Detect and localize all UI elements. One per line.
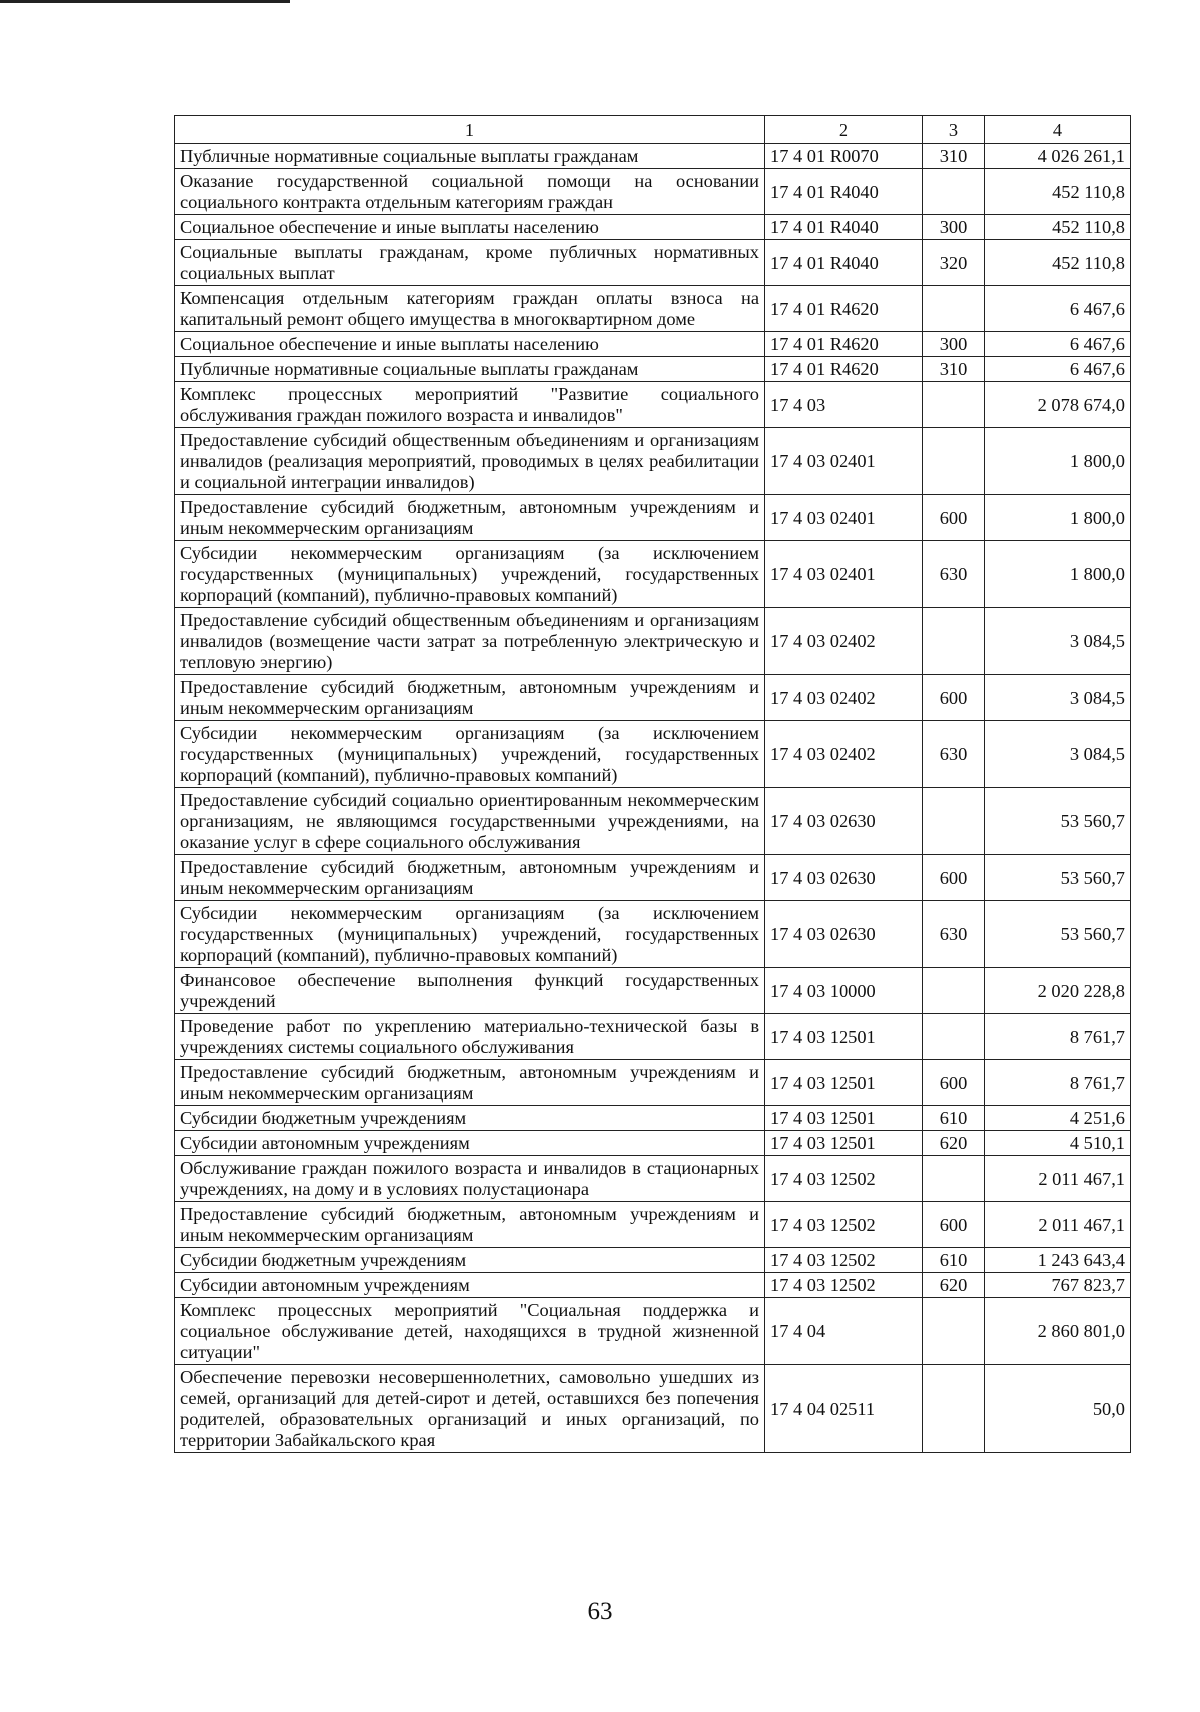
row-name-cell: Обслуживание граждан пожилого возраста и инвалидов в стационарных учреждениях, на дому и в условиях полустационара <box>175 1156 765 1202</box>
header-col-1: 1 <box>175 116 765 144</box>
row-name-cell: Финансовое обеспечение выполнения функций государственных учреждений <box>175 968 765 1014</box>
table-row <box>175 1131 1131 1156</box>
table-row <box>175 1248 1131 1273</box>
table-row <box>175 721 1131 788</box>
row-sum-cell: 50,0 <box>985 1365 1131 1453</box>
row-type-cell: 300 <box>923 215 985 240</box>
table-row <box>175 1298 1131 1365</box>
row-sum-cell: 452 110,8 <box>985 240 1131 286</box>
row-name-cell: Субсидии автономным учреждениям <box>175 1131 765 1156</box>
row-code-cell: 17 4 03 02402 <box>765 675 923 721</box>
row-code-cell: 17 4 03 02630 <box>765 788 923 855</box>
row-name-cell: Предоставление субсидий бюджетным, автономным учреждениям и иным некоммерческим организациям <box>175 855 765 901</box>
table-row <box>175 169 1131 215</box>
row-name-cell: Субсидии некоммерческим организациям (за исключением государственных (муниципальных) учреждений, государственных корпораций (компаний), публично-правовых компаний) <box>175 541 765 608</box>
row-type-cell: 600 <box>923 495 985 541</box>
page-number: 63 <box>587 1598 613 1625</box>
row-sum-cell: 53 560,7 <box>985 855 1131 901</box>
row-sum-cell: 1 800,0 <box>985 541 1131 608</box>
row-sum-cell: 2 860 801,0 <box>985 1298 1131 1365</box>
row-sum-cell: 2 020 228,8 <box>985 968 1131 1014</box>
table-row <box>175 215 1131 240</box>
row-name-cell: Предоставление субсидий бюджетным, автономным учреждениям и иным некоммерческим организациям <box>175 1060 765 1106</box>
row-code-cell: 17 4 03 02402 <box>765 608 923 675</box>
row-sum-cell: 6 467,6 <box>985 332 1131 357</box>
row-name-cell: Субсидии некоммерческим организациям (за исключением государственных (муниципальных) учреждений, государственных корпораций (компаний), публично-правовых компаний) <box>175 901 765 968</box>
row-sum-cell: 4 510,1 <box>985 1131 1131 1156</box>
table-row <box>175 541 1131 608</box>
row-name-cell: Предоставление субсидий бюджетным, автономным учреждениям и иным некоммерческим организациям <box>175 1202 765 1248</box>
row-sum-cell: 1 243 643,4 <box>985 1248 1131 1273</box>
row-code-cell: 17 4 03 12502 <box>765 1248 923 1273</box>
row-name-cell: Предоставление субсидий общественным объединениям и организациям инвалидов (возмещение части затрат за потребленную электрическую и тепловую энергию) <box>175 608 765 675</box>
row-type-cell: 600 <box>923 675 985 721</box>
row-name-cell: Субсидии автономным учреждениям <box>175 1273 765 1298</box>
table-row <box>175 675 1131 721</box>
header-col-4: 4 <box>985 116 1131 144</box>
table-body <box>175 144 1131 1453</box>
row-code-cell: 17 4 03 02402 <box>765 721 923 788</box>
row-type-cell: 600 <box>923 1202 985 1248</box>
row-sum-cell: 767 823,7 <box>985 1273 1131 1298</box>
row-code-cell: 17 4 04 <box>765 1298 923 1365</box>
row-type-cell <box>923 1014 985 1060</box>
row-type-cell <box>923 608 985 675</box>
table-row <box>175 788 1131 855</box>
scan-top-rule <box>0 0 290 3</box>
row-type-cell: 600 <box>923 1060 985 1106</box>
row-code-cell: 17 4 03 12501 <box>765 1014 923 1060</box>
table-row <box>175 855 1131 901</box>
row-type-cell <box>923 428 985 495</box>
table-row <box>175 1365 1131 1453</box>
table-row <box>175 1156 1131 1202</box>
row-code-cell: 17 4 03 <box>765 382 923 428</box>
row-code-cell: 17 4 03 02630 <box>765 901 923 968</box>
row-name-cell: Социальное обеспечение и иные выплаты населению <box>175 332 765 357</box>
row-sum-cell: 1 800,0 <box>985 428 1131 495</box>
table-row <box>175 1060 1131 1106</box>
row-sum-cell: 452 110,8 <box>985 215 1131 240</box>
row-type-cell <box>923 1298 985 1365</box>
row-sum-cell: 6 467,6 <box>985 357 1131 382</box>
row-type-cell: 610 <box>923 1106 985 1131</box>
row-code-cell: 17 4 03 12501 <box>765 1060 923 1106</box>
row-sum-cell: 8 761,7 <box>985 1014 1131 1060</box>
row-code-cell: 17 4 01 R4620 <box>765 332 923 357</box>
row-type-cell: 630 <box>923 721 985 788</box>
row-sum-cell: 3 084,5 <box>985 721 1131 788</box>
budget-table <box>174 115 1131 1453</box>
row-name-cell: Субсидии бюджетным учреждениям <box>175 1248 765 1273</box>
table-row <box>175 240 1131 286</box>
row-type-cell <box>923 169 985 215</box>
row-sum-cell: 1 800,0 <box>985 495 1131 541</box>
row-type-cell <box>923 968 985 1014</box>
row-name-cell: Компенсация отдельным категориям граждан оплаты взноса на капитальный ремонт общего имущества в многоквартирном доме <box>175 286 765 332</box>
row-type-cell: 620 <box>923 1131 985 1156</box>
table-row <box>175 968 1131 1014</box>
row-code-cell: 17 4 03 12502 <box>765 1156 923 1202</box>
row-code-cell: 17 4 01 R4040 <box>765 240 923 286</box>
row-name-cell: Комплекс процессных мероприятий "Развитие социального обслуживания граждан пожилого возраста и инвалидов" <box>175 382 765 428</box>
table-row <box>175 286 1131 332</box>
row-name-cell: Предоставление субсидий бюджетным, автономным учреждениям и иным некоммерческим организациям <box>175 495 765 541</box>
row-sum-cell: 3 084,5 <box>985 608 1131 675</box>
row-sum-cell: 6 467,6 <box>985 286 1131 332</box>
row-name-cell: Обеспечение перевозки несовершеннолетних, самовольно ушедших из семей, организаций для детей-сирот и детей, оставшихся без попечения родителей, образовательных организаций и иных организаций, по территории Забайкальского края <box>175 1365 765 1453</box>
row-sum-cell: 4 026 261,1 <box>985 144 1131 169</box>
table-row <box>175 608 1131 675</box>
row-sum-cell: 3 084,5 <box>985 675 1131 721</box>
row-type-cell <box>923 1365 985 1453</box>
row-type-cell: 320 <box>923 240 985 286</box>
row-type-cell: 600 <box>923 855 985 901</box>
row-sum-cell: 2 078 674,0 <box>985 382 1131 428</box>
row-type-cell: 620 <box>923 1273 985 1298</box>
row-name-cell: Социальные выплаты гражданам, кроме публичных нормативных социальных выплат <box>175 240 765 286</box>
row-code-cell: 17 4 01 R4040 <box>765 215 923 240</box>
header-row <box>175 116 1131 144</box>
table-row <box>175 1273 1131 1298</box>
row-name-cell: Предоставление субсидий социально ориентированным некоммерческим организациям, не являющимся государственными учреждениями, на оказание услуг в сфере социального обслуживания <box>175 788 765 855</box>
row-code-cell: 17 4 01 R4620 <box>765 286 923 332</box>
row-type-cell: 610 <box>923 1248 985 1273</box>
row-name-cell: Оказание государственной социальной помощи на основании социального контракта отдельным категориям граждан <box>175 169 765 215</box>
row-sum-cell: 2 011 467,1 <box>985 1202 1131 1248</box>
table-row <box>175 144 1131 169</box>
row-code-cell: 17 4 03 12502 <box>765 1202 923 1248</box>
row-sum-cell: 2 011 467,1 <box>985 1156 1131 1202</box>
row-code-cell: 17 4 04 02511 <box>765 1365 923 1453</box>
row-name-cell: Субсидии бюджетным учреждениям <box>175 1106 765 1131</box>
row-code-cell: 17 4 01 R4620 <box>765 357 923 382</box>
table-row <box>175 495 1131 541</box>
row-type-cell: 310 <box>923 357 985 382</box>
row-code-cell: 17 4 03 10000 <box>765 968 923 1014</box>
header-col-3: 3 <box>923 116 985 144</box>
table-row <box>175 428 1131 495</box>
row-code-cell: 17 4 03 02630 <box>765 855 923 901</box>
row-type-cell: 310 <box>923 144 985 169</box>
row-name-cell: Проведение работ по укреплению материально-технической базы в учреждениях системы социального обслуживания <box>175 1014 765 1060</box>
table-row <box>175 332 1131 357</box>
row-name-cell: Субсидии некоммерческим организациям (за исключением государственных (муниципальных) учреждений, государственных корпораций (компаний), публично-правовых компаний) <box>175 721 765 788</box>
row-code-cell: 17 4 03 12501 <box>765 1106 923 1131</box>
row-type-cell: 630 <box>923 901 985 968</box>
row-code-cell: 17 4 03 12502 <box>765 1273 923 1298</box>
row-name-cell: Публичные нормативные социальные выплаты гражданам <box>175 144 765 169</box>
table-row <box>175 357 1131 382</box>
row-code-cell: 17 4 01 R4040 <box>765 169 923 215</box>
row-type-cell: 630 <box>923 541 985 608</box>
row-code-cell: 17 4 03 02401 <box>765 495 923 541</box>
table-row <box>175 1202 1131 1248</box>
row-sum-cell: 53 560,7 <box>985 788 1131 855</box>
row-sum-cell: 4 251,6 <box>985 1106 1131 1131</box>
row-type-cell <box>923 382 985 428</box>
row-code-cell: 17 4 01 R0070 <box>765 144 923 169</box>
row-sum-cell: 53 560,7 <box>985 901 1131 968</box>
row-code-cell: 17 4 03 02401 <box>765 428 923 495</box>
header-col-2: 2 <box>765 116 923 144</box>
row-type-cell <box>923 286 985 332</box>
row-name-cell: Социальное обеспечение и иные выплаты населению <box>175 215 765 240</box>
row-type-cell: 300 <box>923 332 985 357</box>
row-name-cell: Комплекс процессных мероприятий "Социальная поддержка и социальное обслуживание детей, находящихся в трудной жизненной ситуации" <box>175 1298 765 1365</box>
row-sum-cell: 452 110,8 <box>985 169 1131 215</box>
table-row <box>175 901 1131 968</box>
table-row <box>175 382 1131 428</box>
row-sum-cell: 8 761,7 <box>985 1060 1131 1106</box>
table-row <box>175 1014 1131 1060</box>
row-code-cell: 17 4 03 12501 <box>765 1131 923 1156</box>
table-row <box>175 1106 1131 1131</box>
row-type-cell <box>923 1156 985 1202</box>
row-code-cell: 17 4 03 02401 <box>765 541 923 608</box>
row-name-cell: Предоставление субсидий общественным объединениям и организациям инвалидов (реализация мероприятий, проводимых в целях реабилитации и социальной интеграции инвалидов) <box>175 428 765 495</box>
row-type-cell <box>923 788 985 855</box>
row-name-cell: Публичные нормативные социальные выплаты гражданам <box>175 357 765 382</box>
row-name-cell: Предоставление субсидий бюджетным, автономным учреждениям и иным некоммерческим организациям <box>175 675 765 721</box>
